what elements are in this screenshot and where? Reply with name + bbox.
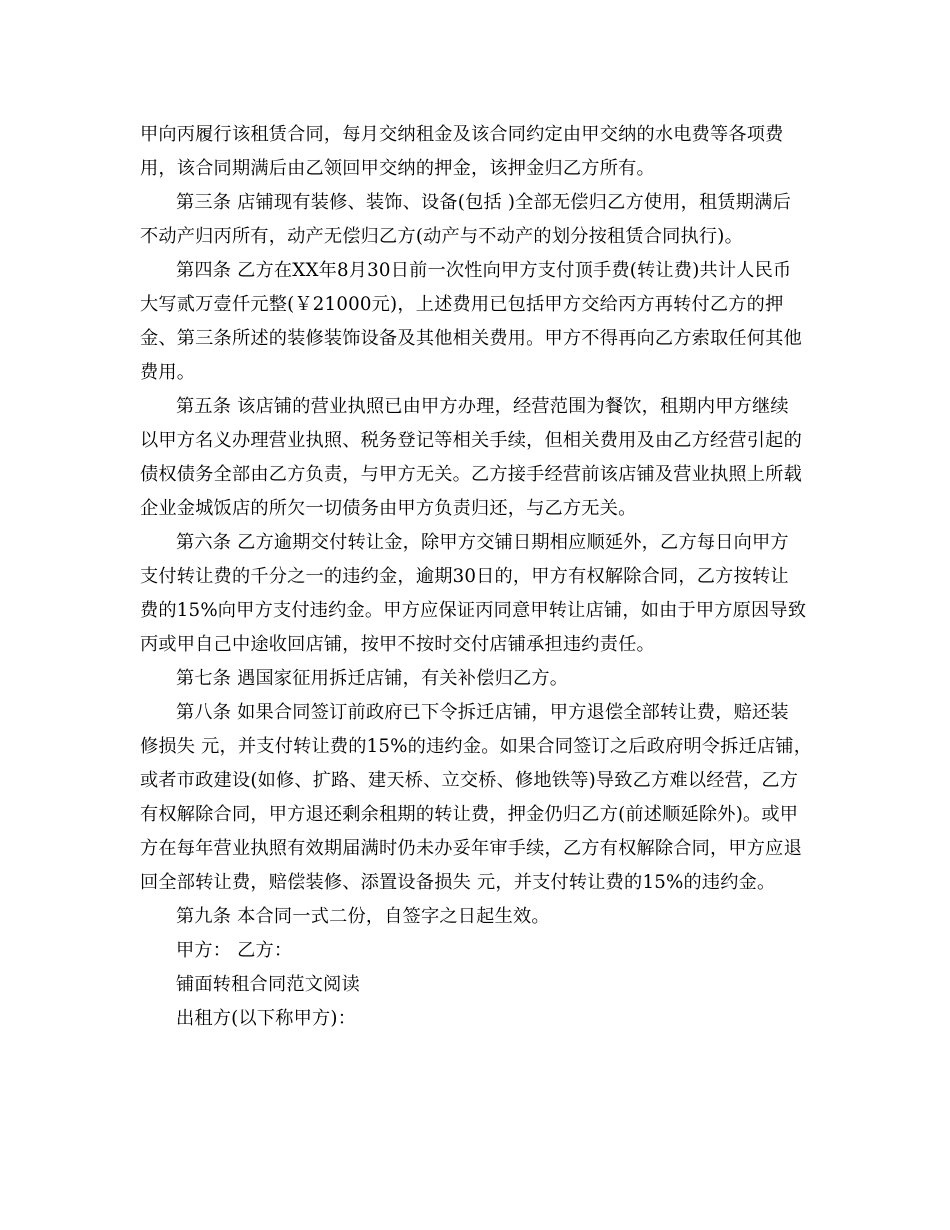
article-7-line: 第七条 遇国家征用拆迁店铺，有关补偿归乙方。 [176,668,569,689]
text-line: 支付转让费的千分之一的违约金，逾期30日的，甲方有权解除合同，乙方按转让 [140,566,789,587]
article-4-line: 第四条 乙方在XX年8月30日前一次性向甲方支付顶手费(转让费)共计人民币 [176,260,792,281]
article-3-line: 第三条 店铺现有装修、装饰、设备(包括 )全部无偿归乙方使用，租赁期满后 [176,192,791,213]
article-5-line: 第五条 该店铺的营业执照已由甲方办理，经营范围为餐饮，租期内甲方继续 [176,396,789,417]
article-6-line: 第六条 乙方逾期交付转让金，除甲方交铺日期相应顺延外，乙方每日向甲方 [176,532,789,553]
signature-parties-line: 甲方： 乙方： [176,940,293,961]
text-line: 有权解除合同，甲方退还剩余租期的转让费，押金仍归乙方(前述顺延除外)。或甲 [140,804,799,825]
text-line: 以甲方名义办理营业执照、税务登记等相关手续，但相关费用及由乙方经营引起的 [140,430,802,451]
text-line: 用，该合同期满后由乙领回甲交纳的押金，该押金归乙方所有。 [140,158,655,179]
text-line: 大写贰万壹仟元整(￥21000元)，上述费用已包括甲方交给丙方再转付乙方的押 [140,294,784,315]
lessor-line: 出租方(以下称甲方)： [176,1008,357,1029]
text-line: 修损失 元，并支付转让费的15%的违约金。如果合同签订之后政府明令拆迁店铺， [140,736,813,757]
text-line: 费的15%向甲方支付违约金。甲方应保证丙同意甲转让店铺，如由于甲方原因导致 [140,600,807,621]
article-9-line: 第九条 本合同一式二份，自签字之日起生效。 [176,906,550,927]
text-line: 或者市政建设(如修、扩路、建天桥、立交桥、修地铁等)导致乙方难以经营，乙方 [140,770,799,791]
text-line: 甲向丙履行该租赁合同，每月交纳租金及该合同约定由甲交纳的水电费等各项费 [140,124,784,145]
document-body [140,118,813,1036]
text-line: 费用。 [140,362,196,383]
text-line: 方在每年营业执照有效期届满时仍未办妥年审手续，乙方有权解除合同，甲方应退 [140,838,802,859]
text-line: 金、第三条所述的装修装饰设备及其他相关费用。甲方不得再向乙方索取任何其他 [140,328,802,349]
text-line: 企业金城饭店的所欠一切债务由甲方负责归还，与乙方无关。 [140,498,637,519]
text-line: 债权债务全部由乙方负责，与甲方无关。乙方接手经营前该店铺及营业执照上所载 [140,464,802,485]
section-heading: 铺面转租合同范文阅读 [176,974,360,995]
text-line: 丙或甲自己中途收回店铺，按甲不按时交付店铺承担违约责任。 [140,634,655,655]
text-line: 不动产归丙所有，动产无偿归乙方(动产与不动产的划分按租赁合同执行)。 [140,226,743,247]
article-8-line: 第八条 如果合同签订前政府已下令拆迁店铺，甲方退偿全部转让费，赔还装 [176,702,789,723]
text-line: 回全部转让费，赔偿装修、添置设备损失 元，并支付转让费的15%的违约金。 [140,872,776,893]
